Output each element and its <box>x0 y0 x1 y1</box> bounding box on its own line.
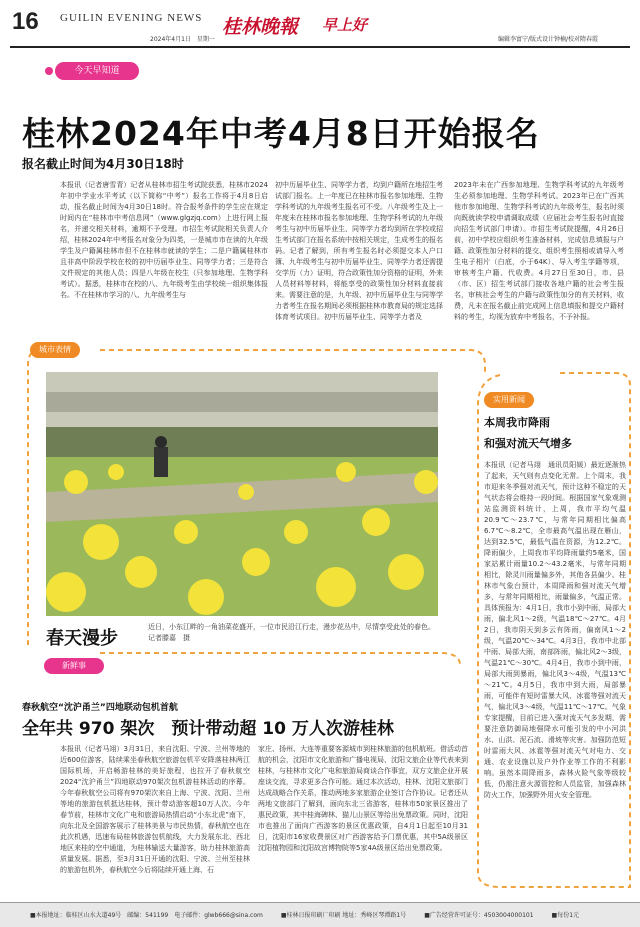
photo-caption-title: 春天漫步 <box>46 628 118 649</box>
section-tag-practical: 实用新闻 <box>484 392 534 408</box>
page-footer: ■本报地址：临桂区山水大道49号 邮编：541199 电子邮件：glwb666@sina.com ■桂林日报印刷厂印刷 地址：秀峰区琴潭路1号 ■广告经营许可证号：4503004000101 ■每份1元 <box>0 902 640 927</box>
masthead-divider <box>10 46 630 48</box>
airline-headline: 全年共 970 架次 预计带动超 10 万人次游桂林 <box>22 719 394 739</box>
article-column-2: 初中历届毕业生、同等学力者，均到户籍所在地招生考试部门报名。上一年度已在桂林市报名参加地理、生物学科考试的九年级考生报名可不受。八年级考生及上一年度未在桂林市报名参加地理、生物学科考试的九年级考生与初中历届毕业生、同等学力者均到所在学校或招生考试部门在报名系统中按相关规定，生成考生的报名码。记者了解到，所有考生报名时必须提交本人户口簿、九年级考生与初中历届毕业生、同等学力者还需提交学历（力）证明，符合政策性加分资格的证明，外来人员材料等材料，将能享受的政策性加分材料直接前来。需要注意的是，九年级、初中历届毕业生与同等学力者考生在报名期间必须根据桂林市教育局的规定选择体育考试项目。初中历届毕业生、同等学力者及 <box>275 181 443 321</box>
paper-logo: 桂林晚報 <box>222 16 299 38</box>
weather-article-body: 本报讯（记者马翊 通讯员阳媛）最近逐渐热了起来，天气则有点变化无常。上个周末，我市迎来冬季强对流天气，预计这种不稳定的天气状态将会维持一段时间。根据国家气象观测站监测资料统计，上周，我市平均气温20.9℃～23.7℃，与常年同期相比偏高6.7℃～8.2℃，全市最高气温出现在雁山，达到32.5℃，最低气温在资源，为12.2℃。降雨偏少，上周我市平均降雨量约5毫米，国家站累计雨量10.2～43.2毫米，与常年同期相比，除灵川雨量偏多外，其他各县偏少。桂林市气象台预计，本周降雨和强对流天气增多，与常年同期相比，雨量偏多，气温正常。具体预报为：4月1日，我市小到中雨，局部大雨，偏北风1～2级，气温18℃～27℃。4月2日，我市阴天到多云有阵雨，偏南风1～2级，气温20℃～34℃。4月3日，我市中北部中雨、局部大雨，南部阵雨，偏北风2～3级，气温21℃～30℃。4月4日，我市小到中雨，局部大雨到暴雨，偏北风3～4级，气温13℃～21℃。4月5日，我市中到大雨，局部暴雨，可能伴有短时雷暴大风、冰雹等强对流天气，偏北风3～4级，气温11℃～17℃。气象专家提醒，目前已进入强对流天气多发期，需要注意防御局地强降水可能引发的中小河洪水、山洪、泥石流、滑坡等灾害。加强防范短时雷雨大风、冰雹等强对流天气对电力、交通、农业设施以及户外作业等工作的不利影响。虽然本周降雨多，森林火险气象等级较低，仍需注意火源管控和人员监管，加强森林防火工作，加强野外用火安全管理。 <box>484 461 626 799</box>
tag-dot-icon <box>45 67 53 75</box>
issue-date: 2024年4月1日 星期一 <box>150 36 215 43</box>
weather-article-title <box>484 412 634 454</box>
section-tag-today: 今天早知道 <box>55 62 139 80</box>
paper-name: GUILIN EVENING NEWS <box>60 12 203 24</box>
airline-kicker: 春秋航空“沈沪甬兰”四地联动包机首航 <box>22 703 178 713</box>
section-tag-city: 城市表情 <box>30 342 80 358</box>
weather-title-line-1: 本周我市降雨 <box>484 416 550 429</box>
page-number: 16 <box>12 8 39 35</box>
section-slogan: 早上好 <box>322 16 368 34</box>
editors-credit: 编辑李富宁/版式设计钟楠/校对隋春霞 <box>498 36 599 43</box>
weather-title-line-2: 和强对流天气增多 <box>484 437 572 450</box>
rapeseed-flower-photo <box>46 372 438 616</box>
article-column-1: 本报讯（记者唐雪青）记者从桂林市招生考试院获悉，桂林市2024年初中学业水平考试（以下简称“中考”）报名工作将于4月8日启动，报名截止时间为4月30日18时。符合报考条件的学生应在规定时间内在“桂林市中考信息网”（www.glgzjq.com）上进行网上报名，并递交相关材料，逾期不予受理。市招生考试院相关负责人介绍，桂林2024年中考报名对象分为四类，一是城市市在读的九年级学生及户籍属桂林市但不在桂林市就读的学生；二是户籍属桂林市且非高中阶段学校在校的初中历届毕业生、同等学力者；三是符合文件规定的其他人员；四是八年级在校生（只参加地理、生物学科考试）。据悉，桂林市在校的八、九年级考生由学校统一组织集体报名。不在桂林市学习的八、九年级考生与 <box>60 181 268 299</box>
main-headline: 桂林2024年中考4月8日开始报名 <box>22 114 540 153</box>
article-column-3: 2023年未在广西参加地理、生物学科考试的九年级考生必须参加地理、生物学科考试。2023年已在广西其他市参加地理、生物学科考试的九年级考生，报名时须向既就读学校申请调取成绩（应届社会考生报名时直接向招生考试部门申请）。市招生考试院提醒，4月26日前，初中学校应组织考生准备材料，完成信息填报与户籍、政策性加分材料的提交、组织考生照相或请导入考生电子相片（白底，小于64K）、导入考生学籍等项，审核考生户籍、代收费。4月27日至30日，市、县（市、区）招生考试部门接收各地户籍的社会考生报名，审核社会考生的户籍与政策性加分的有关材料，收费，凡未在报名截止前完成网上信息填报和提交户籍材料的考生，均视为放弃中考报名，不予补报。 <box>454 181 624 321</box>
airline-article-column-1: 本报讯（记者马翊）3月31日，来自沈阳、宁波、兰州等地的近600位游客，陆续乘坐春秋航空旅游包机平安降落桂林两江国际机场，开启畅游桂林的美好旅程，也拉开了春秋航空2024“沈沪甬兰”四地联动970架次包机游桂林活动的序幕。今年春秋航空公司将有970架次来自上海、宁波、沈阳、兰州等地的旅游包机抵达桂林，预计带动游客超10万人次。今年春节前，桂林市文化广电和旅游局热情启动“小东北虎”南下，向东北及全国游客展示了桂林美景与市民热情，春秋航空也在此次机遇，迅速布局桂林旅游包机航线，大力发展东北、西北地区来桂的空中通道，为桂林输送大量游客，助力桂林旅游高质量发展。据悉，至3月31日开通的沈阳、宁波、兰州至桂林的旅游包机外，春秋航空今后将陆续开通上海、石 <box>60 745 250 874</box>
airline-article-column-2: 家庄、扬州、大连等重要客源城市到桂林旅游的包机航班。借活动首航的机会，沈阳市文化旅游和广播电视局、沈阳文旅企业等代表来到桂林，与桂林市文化广电和旅游局商谈合作事宜，双方文旅企业开展座谈交流，寻求更多合作可能。通过本次活动，桂林、沈阳文旅部门达成战略合作关系，推动两地多家旅游企业签订合作协议。记者还从两地文旅部门了解到，面向东北三省游客，桂林市50家景区推出了惠民政策，其中桂海碑林、猫儿山景区等给出免票政策。同时，沈阳市也推出了面向广西游客的景区优惠政策，自4月1日起至10月31日，沈阳市16家收费景区对广西游客给予门票优惠，其中5A级景区沈阳植物园和沈阳故宫博物院等5家4A级景区给出免票政策。 <box>258 745 468 852</box>
photo-caption-text: 近日，小东江畔的一角油菜花盛开，一位市民沿江行走，漫步花丛中，尽情享受此处的春色。 记者滕嘉 摄 <box>148 623 488 642</box>
main-subhead: 报名截止时间为4月30日18时 <box>22 157 184 171</box>
section-tag-fresh: 新鲜事 <box>44 658 104 674</box>
